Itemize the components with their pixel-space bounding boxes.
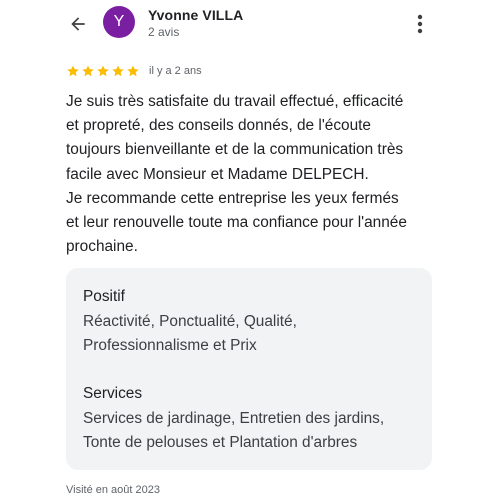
arrow-back-icon (68, 14, 88, 34)
services-body (83, 407, 423, 455)
services-line: Tonte de pelouses et Plantation d'arbres (83, 434, 358, 451)
review-count: 2 avis (148, 25, 180, 39)
star-rating (66, 64, 140, 78)
author-name[interactable]: Yvonne VILLA (148, 7, 244, 23)
review-header (0, 0, 500, 48)
rating-row (66, 63, 202, 79)
visited-date: Visité en août 2023 (66, 484, 160, 496)
review-text-line: Je suis très satisfaite du travail effectué, efficacité (66, 93, 404, 110)
star-icon (111, 64, 125, 78)
positif-title: Positif (83, 288, 125, 305)
review-text (66, 90, 438, 259)
review-time: il y a 2 ans (149, 65, 202, 77)
more-options-button[interactable] (408, 8, 432, 40)
positif-line: Réactivité, Ponctualité, Qualité, (83, 313, 297, 330)
avatar[interactable] (103, 6, 135, 38)
star-icon (66, 64, 80, 78)
positif-line: Professionnalisme et Prix (83, 337, 257, 354)
highlights-card (66, 268, 432, 470)
positif-body (83, 310, 423, 358)
review-text-line: toujours bienveillante et de la communication très (66, 141, 404, 159)
review-text-line: facile avec Monsieur et Madame DELPECH. (66, 165, 369, 183)
more-vert-icon (417, 14, 423, 34)
review-text-line: prochaine. (66, 238, 138, 256)
review-text-line: et leur renouvelle toute ma confiance pour l'année (66, 214, 407, 232)
star-icon (126, 64, 140, 78)
back-button[interactable] (62, 8, 94, 40)
avatar-initial: Y (113, 13, 125, 30)
services-line: Services de jardinage, Entretien des jardins, (83, 410, 385, 427)
star-icon (96, 64, 110, 78)
services-title: Services (83, 385, 143, 402)
review-text-line: Je recommande cette entreprise les yeux fermés (66, 189, 399, 207)
review-text-line: et propreté, des conseils donnés, de l'écoute (66, 117, 371, 135)
star-icon (81, 64, 95, 78)
